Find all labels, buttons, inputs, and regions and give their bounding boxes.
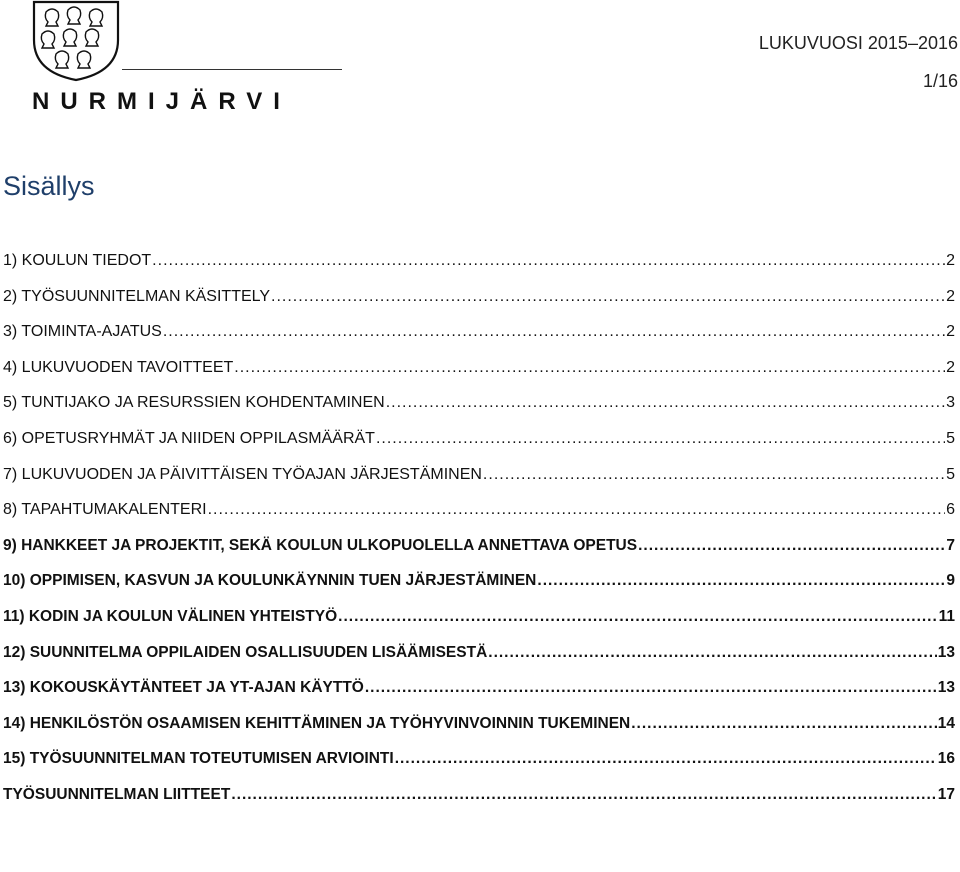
toc-entry[interactable] (3, 323, 955, 359)
toc-entry-page: 16 (937, 750, 955, 768)
toc-entry-page: 2 (946, 287, 955, 305)
toc-entry-label: 3) TOIMINTA-AJATUS (3, 323, 162, 341)
toc-leader-dots (386, 394, 945, 412)
toc-entry[interactable] (3, 608, 955, 644)
toc-entry-label: TYÖSUUNNITELMAN LIITTEET (3, 785, 231, 803)
toc-entry-page: 13 (937, 679, 955, 697)
toc-entry[interactable] (3, 572, 955, 608)
toc-entry-label: 1) KOULUN TIEDOT (3, 252, 152, 269)
toc-entry[interactable] (3, 715, 955, 751)
municipality-logo-text: NURMIJÄRVI (32, 88, 291, 115)
toc-entry-label: 8) TAPAHTUMAKALENTERI (3, 501, 207, 519)
toc-entry[interactable] (3, 430, 955, 466)
toc-entry[interactable] (3, 466, 955, 502)
toc-leader-dots (537, 572, 945, 590)
toc-leader-dots (376, 430, 945, 448)
toc-title: Sisällys (3, 171, 95, 201)
toc-leader-dots (631, 715, 937, 733)
toc-leader-dots (271, 288, 945, 306)
toc-entry-label: 7) LUKUVUODEN JA PÄIVITTÄISEN TYÖAJAN JÄRJESTÄMINEN (3, 465, 482, 483)
toc-entry-page: 7 (946, 536, 955, 554)
toc-entry-label: 6) OPETUSRYHMÄT JA NIIDEN OPPILASMÄÄRÄT (3, 429, 375, 447)
toc-entry-label: 5) TUNTIJAKO JA RESURSSIEN KOHDENTAMINEN (3, 394, 385, 412)
toc-entry-page: 13 (937, 643, 955, 661)
toc-entry[interactable] (3, 750, 955, 786)
municipality-crest-icon (30, 0, 122, 82)
toc-leader-dots (163, 323, 945, 341)
toc-entry[interactable] (3, 394, 955, 430)
toc-entry-page: 6 (946, 501, 955, 519)
toc-leader-dots (152, 252, 945, 270)
toc-leader-dots (638, 537, 945, 555)
page-header (0, 0, 960, 120)
toc-entry[interactable] (3, 644, 955, 680)
toc-leader-dots (338, 608, 937, 626)
toc-leader-dots (395, 750, 937, 768)
toc-entry-label: 14) HENKILÖSTÖN OSAAMISEN KEHITTÄMINEN JA TYÖHYVINVOINNIN TUKEMINEN (3, 714, 631, 732)
toc-entry-page: 5 (946, 465, 955, 483)
toc-entry-page: 2 (946, 252, 955, 269)
toc-leader-dots (488, 644, 936, 662)
toc-entry-page: 9 (946, 572, 955, 590)
page-number: 1/16 (922, 71, 958, 91)
toc-entry[interactable] (3, 501, 955, 537)
toc-entry-page: 17 (937, 785, 955, 803)
logo-divider (122, 69, 342, 70)
toc-leader-dots (208, 501, 946, 519)
toc-leader-dots (483, 466, 945, 484)
toc-entry-label: 13) KOKOUSKÄYTÄNTEET JA YT-AJAN KÄYTTÖ (3, 679, 364, 697)
toc-entry-label: 2) TYÖSUUNNITELMAN KÄSITTELY (3, 287, 271, 305)
toc-entry-page: 2 (946, 358, 955, 376)
toc-entry-label: 10) OPPIMISEN, KASVUN JA KOULUNKÄYNNIN TUEN JÄRJESTÄMINEN (3, 572, 537, 590)
toc-entry-label: 4) LUKUVUODEN TAVOITTEET (3, 358, 234, 376)
toc-entry[interactable] (3, 786, 955, 822)
toc-entry[interactable] (3, 359, 955, 395)
toc-entry-label: 9) HANKKEET JA PROJEKTIT, SEKÄ KOULUN ULKOPUOLELLA ANNETTAVA OPETUS (3, 536, 638, 554)
toc-entry[interactable] (3, 537, 955, 573)
toc-entry-label: 15) TYÖSUUNNITELMAN TOTEUTUMISEN ARVIOINTI (3, 750, 394, 768)
toc-entry[interactable] (3, 288, 955, 324)
table-of-contents (3, 252, 955, 822)
toc-entry-page: 5 (946, 429, 955, 447)
toc-entry-page: 3 (946, 394, 955, 412)
school-year-label: LUKUVUOSI 2015–2016 (758, 33, 958, 53)
toc-entry-label: 11) KODIN JA KOULUN VÄLINEN YHTEISTYÖ (3, 607, 338, 625)
toc-entry-label: 12) SUUNNITELMA OPPILAIDEN OSALLISUUDEN LISÄÄMISESTÄ (3, 643, 488, 661)
toc-leader-dots (234, 359, 945, 377)
toc-entry-page: 11 (938, 607, 955, 625)
toc-leader-dots (231, 786, 936, 804)
toc-entry[interactable] (3, 679, 955, 715)
toc-entry[interactable] (3, 252, 955, 288)
toc-entry-page: 2 (946, 323, 955, 341)
toc-entry-page: 14 (937, 714, 955, 732)
toc-leader-dots (365, 679, 937, 697)
